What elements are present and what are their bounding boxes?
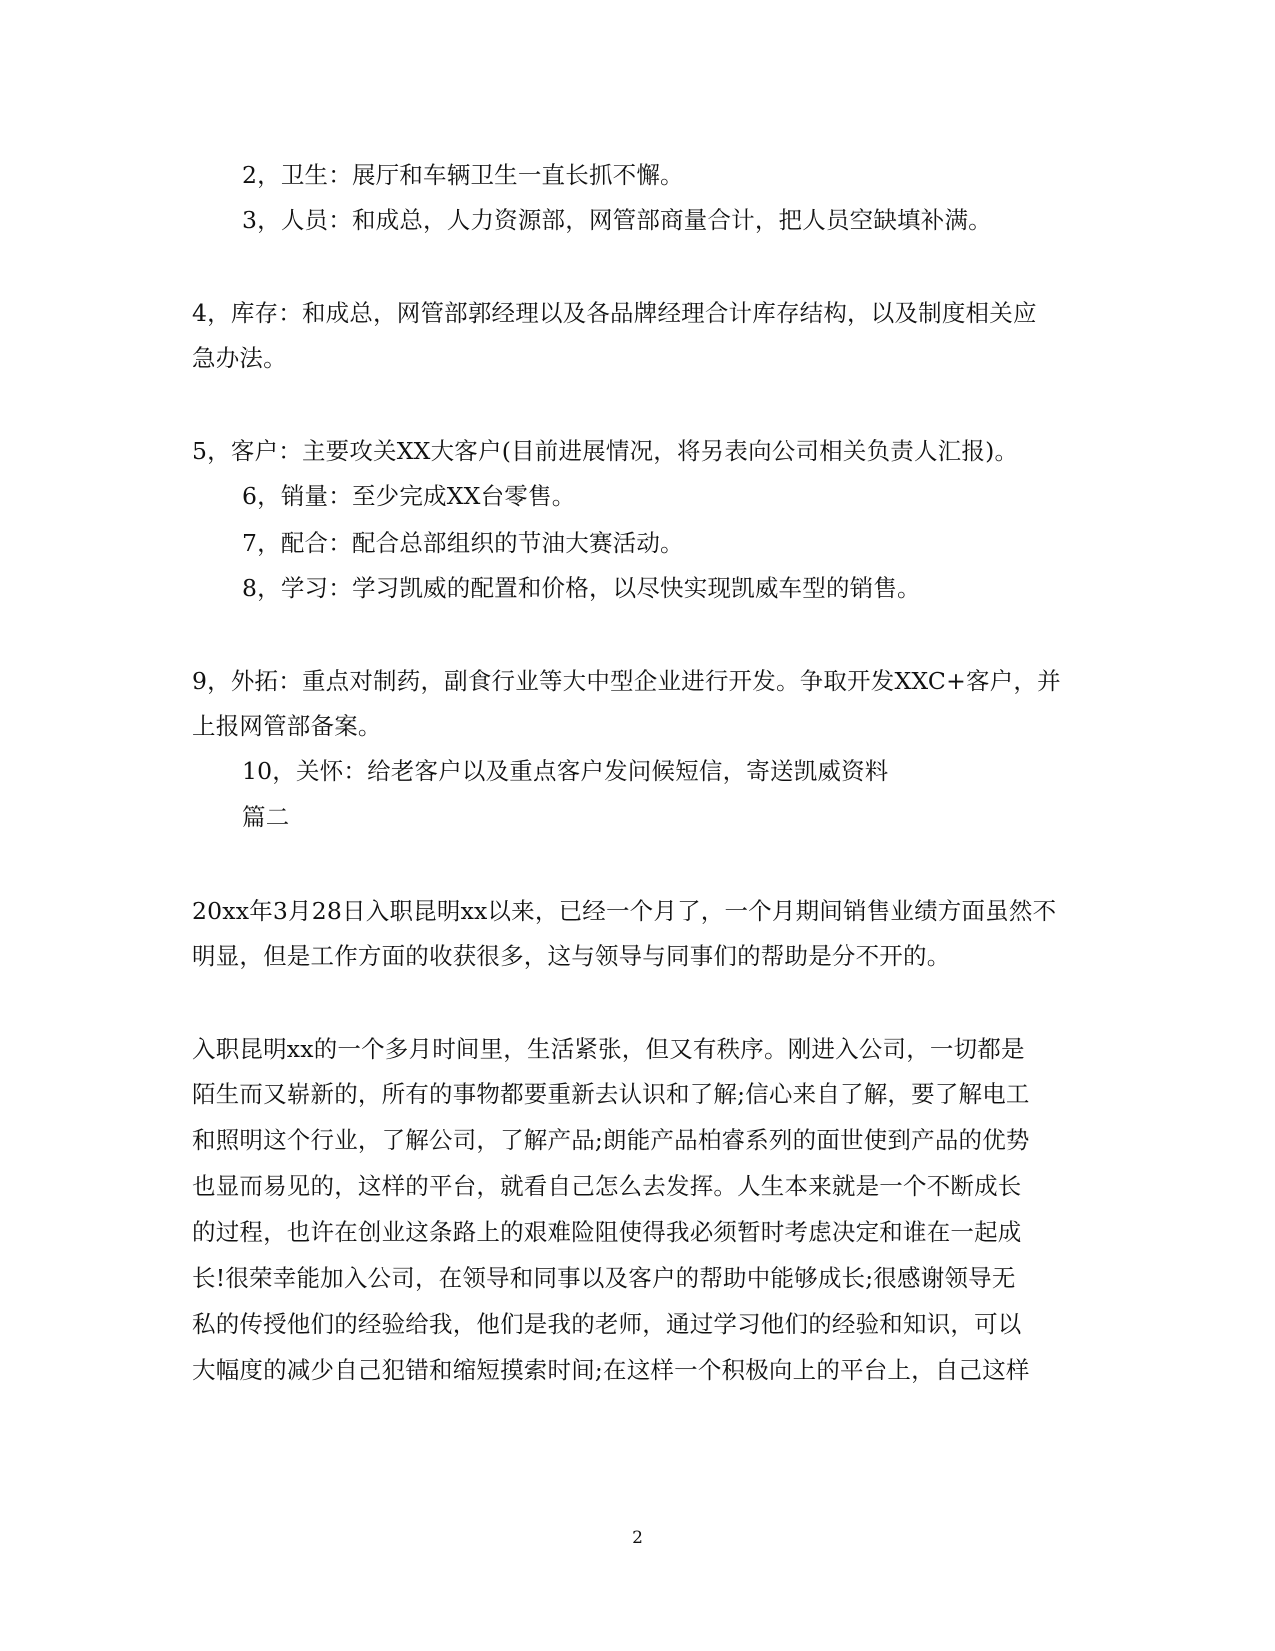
list-item-inventory-cont: 急办法。	[192, 344, 287, 372]
paragraph-line: 长!很荣幸能加入公司，在领导和同事以及客户的帮助中能够成长;很感谢领导无	[192, 1264, 1016, 1292]
paragraph-line: 大幅度的减少自己犯错和缩短摸索时间;在这样一个积极向上的平台上，自己这样	[192, 1356, 1030, 1384]
paragraph-line: 的过程，也许在创业这条路上的艰难险阻使得我必须暂时考虑决定和谁在一起成	[192, 1218, 1022, 1246]
list-item-outreach-cont: 上报网管部备案。	[192, 712, 382, 740]
list-item-cooperation: 7，配合：配合总部组织的节油大赛活动。	[242, 529, 684, 557]
list-item-learning: 8，学习：学习凯威的配置和价格，以尽快实现凯威车型的销售。	[242, 574, 921, 602]
list-item-staffing: 3，人员：和成总，人力资源部，网管部商量合计，把人员空缺填补满。	[242, 206, 992, 234]
section-heading: 篇二	[242, 803, 290, 831]
list-item-customers: 5，客户：主要攻关XX大客户(目前进展情况，将另表向公司相关负责人汇报)。	[192, 437, 1019, 465]
paragraph-line: 明显，但是工作方面的收获很多，这与领导与同事们的帮助是分不开的。	[192, 942, 951, 970]
paragraph-line: 入职昆明xx的一个多月时间里，生活紧张，但又有秩序。刚进入公司，一切都是	[192, 1035, 1025, 1063]
list-item-sales-volume: 6，销量：至少完成XX台零售。	[242, 482, 576, 510]
paragraph-line: 20xx年3月28日入职昆明xx以来，已经一个月了，一个月期间销售业绩方面虽然不	[192, 897, 1057, 925]
list-item-inventory: 4，库存：和成总，网管部郭经理以及各品牌经理合计库存结构，以及制度相关应	[192, 299, 1037, 327]
list-item-outreach: 9，外拓：重点对制药，副食行业等大中型企业进行开发。争取开发XXC+客户，并	[192, 667, 1061, 695]
list-item-care: 10，关怀：给老客户以及重点客户发问候短信，寄送凯威资料	[242, 757, 889, 785]
paragraph-line: 陌生而又崭新的，所有的事物都要重新去认识和了解;信心来自了解，要了解电工	[192, 1080, 1030, 1108]
page-number: 2	[632, 1528, 643, 1548]
list-item-hygiene: 2，卫生：展厅和车辆卫生一直长抓不懈。	[242, 161, 684, 189]
paragraph-line: 私的传授他们的经验给我，他们是我的老师，通过学习他们的经验和知识，可以	[192, 1310, 1022, 1338]
paragraph-line: 也显而易见的，这样的平台，就看自己怎么去发挥。人生本来就是一个不断成长	[192, 1172, 1022, 1200]
paragraph-line: 和照明这个行业，了解公司，了解产品;朗能产品柏睿系列的面世使到产品的优势	[192, 1126, 1030, 1154]
